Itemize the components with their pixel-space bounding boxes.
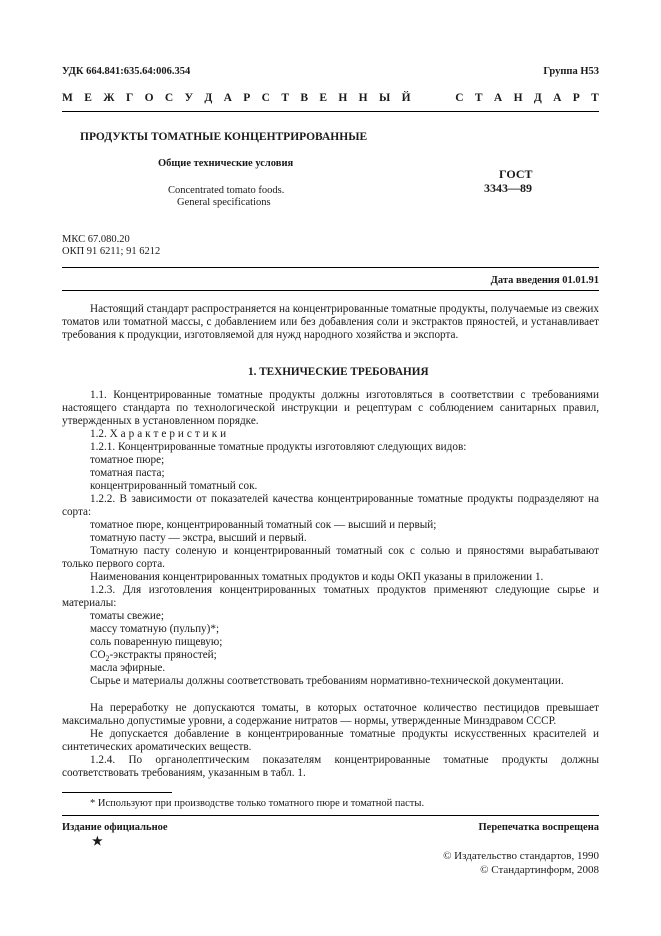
banner-letter: М: [62, 92, 73, 104]
date-rule: [62, 290, 599, 291]
reprint-forbidden: Перепечатка воспрещена: [478, 822, 599, 833]
intro-paragraph: Настоящий стандарт распространяется на концентрированные томатные продукты, получаемые из свежих томатов или томатной массы, с добавлением или без добавления соли и экстрактов пряностей, и устанавливает требования к продукции, изготовляемой для нужд народного хозяйства и экспорта.: [62, 303, 599, 342]
clause-1-2: 1.2. Характеристики: [90, 428, 230, 440]
copyright-2008: © Стандартинформ, 2008: [480, 864, 599, 876]
list-item: концентрированный томатный сок.: [90, 480, 258, 492]
mks-code: МКС 67.080.20: [62, 234, 130, 245]
footer-rule: [62, 815, 599, 816]
clause-1-2-1: 1.2.1. Концентрированные томатные продукты изготовляют следующих видов:: [90, 441, 467, 453]
list-item: массу томатную (пульпу)*;: [90, 623, 220, 635]
okp-code: ОКП 91 6211; 91 6212: [62, 246, 161, 257]
materials-requirements: Сырье и материалы должны соответствовать требованиям нормативно-технической документации.: [90, 675, 564, 687]
english-title-line1: Concentrated tomato foods.: [168, 185, 285, 196]
salted-paste-paragraph: Томатную пасту соленую и концентрированный томатный сок с солью и пряностями вырабатывают только первого сорта.: [62, 545, 599, 571]
star-mark: ★: [92, 834, 103, 848]
clause-1-2-4: 1.2.4. По органолептическим показателям концентрированные томатные продукты должны соответствовать требованиям, указанным в табл. 1.: [62, 754, 599, 780]
standard-banner: М Е Ж Г О С У Д А Р С Т В Е Н Н Ы Й С Т А Н Д А Р Т: [62, 92, 599, 104]
section-heading: 1. ТЕХНИЧЕСКИЕ ТРЕБОВАНИЯ: [248, 366, 429, 378]
official-edition: Издание официальное: [62, 822, 168, 833]
list-item: масла эфирные.: [90, 662, 166, 674]
footnote-rule: [62, 792, 172, 793]
additives-paragraph: Не допускается добавление в концентрированные томатные продукты искусственных красителей и синтетических ароматических веществ.: [62, 728, 599, 754]
document-subtitle: Общие технические условия: [158, 158, 294, 169]
gost-label: ГОСТ: [499, 167, 533, 181]
copyright-1990: © Издательство стандартов, 1990: [443, 850, 599, 862]
appendix-reference: Наименования концентрированных томатных продуктов и коды ОКП указаны в приложении 1.: [90, 571, 544, 583]
banner-rule: [62, 111, 599, 112]
list-item: томатное пюре;: [90, 454, 165, 466]
intro-date: Дата введения 01.01.91: [490, 275, 599, 286]
list-item: томатное пюре, концентрированный томатный сок — высший и первый;: [90, 519, 437, 531]
list-item: соль поваренную пищевую;: [90, 636, 223, 648]
list-item: $CO_2$-экстракты пряностей;: [90, 649, 217, 664]
list-item: томатная паста;: [90, 467, 165, 479]
list-item: томатную пасту — экстра, высший и первый.: [90, 532, 307, 544]
clause-1-1: 1.1. Концентрированные томатные продукты должны изготовляться в соответствии с требованиями настоящего стандарта по технологической инструкции и рецептурам с соблюдением санитарных правил, утвержденных в установленном порядке.: [62, 389, 599, 428]
group-code: Группа Н53: [543, 66, 599, 77]
udk-code: УДК 664.841:635.64:006.354: [62, 66, 191, 77]
title-rule: [62, 267, 599, 268]
pesticide-paragraph: На переработку не допускаются томаты, в которых остаточное количество пестицидов превышает максимально допустимые уровни, а содержание нитратов — нормы, утвержденные Минздравом СССР.: [62, 702, 599, 728]
gost-number: 3343—89: [484, 181, 532, 195]
clause-1-2-2: 1.2.2. В зависимости от показателей качества концентрированные томатные продукты подразделяют на сорта:: [62, 493, 599, 519]
english-title-line2: General specifications: [177, 197, 271, 208]
footnote: * Используют при производстве только томатного пюре и томатной пасты.: [90, 798, 425, 809]
list-item: томаты свежие;: [90, 610, 164, 622]
clause-1-2-3: 1.2.3. Для изготовления концентрированных томатных продуктов применяют следующие сырье и материалы:: [62, 584, 599, 610]
document-title: ПРОДУКТЫ ТОМАТНЫЕ КОНЦЕНТРИРОВАННЫЕ: [80, 131, 368, 143]
